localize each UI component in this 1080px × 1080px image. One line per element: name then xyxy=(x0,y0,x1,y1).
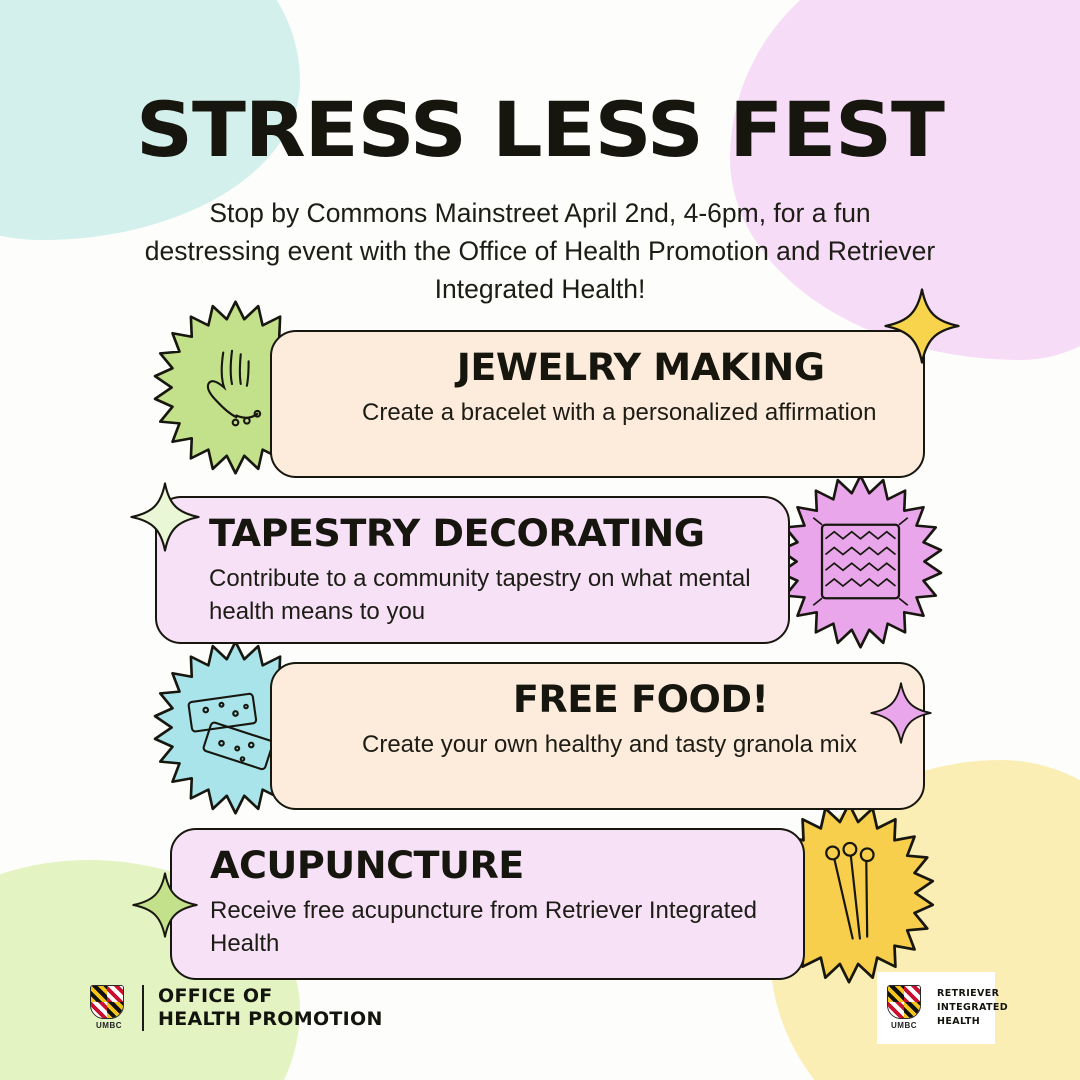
sparkle-icon xyxy=(130,482,200,552)
activity-title: JEWELRY MAKING xyxy=(456,346,825,390)
sparkle-icon xyxy=(132,872,198,938)
umbc-wordmark: UMBC xyxy=(96,1021,122,1031)
footer xyxy=(0,940,1080,1080)
partner-logo-line1: RETRIEVER xyxy=(937,988,1000,1000)
umbc-wordmark: UMBC xyxy=(891,1021,917,1030)
sparkle-icon xyxy=(884,288,960,364)
poster-subtitle: Stop by Commons Mainstreet April 2nd, 4-6pm, for a fun destressing event with the Office of Health Promotion and Retriever Integrated Health! xyxy=(144,198,936,305)
partner-logo-text xyxy=(937,987,1008,1028)
office-logo-line2: HEALTH PROMOTION xyxy=(158,1008,383,1031)
partner-logo-line2: INTEGRATED xyxy=(937,1002,1009,1014)
office-logo-line1: OFFICE OF xyxy=(158,984,273,1007)
activity-card-tapestry-decorating xyxy=(155,496,790,644)
office-of-health-promotion-logo xyxy=(90,985,383,1033)
activity-card-jewelry-making xyxy=(270,330,925,478)
retriever-integrated-health-logo xyxy=(877,972,1009,1044)
umbc-shield-icon xyxy=(887,985,921,1031)
sparkle-icon xyxy=(870,682,932,744)
activity-title: FREE FOOD! xyxy=(512,678,769,722)
page-title: STRESS LESS FEST xyxy=(136,85,944,174)
partner-logo-line3: HEALTH xyxy=(937,1015,981,1027)
umbc-shield-icon xyxy=(90,985,128,1031)
office-logo-text xyxy=(158,985,383,1033)
activity-card-free-food xyxy=(270,662,925,810)
logo-divider xyxy=(142,985,144,1031)
poster-header xyxy=(0,0,1080,308)
activity-description: Receive free acupuncture from Retriever Integrated Health xyxy=(210,897,757,957)
activity-description: Contribute to a community tapestry on what mental health means to you xyxy=(209,565,751,625)
activity-description: Create a bracelet with a personalized affirmation xyxy=(362,399,877,427)
activity-title: ACUPUNCTURE xyxy=(210,844,524,888)
activity-title: TAPESTRY DECORATING xyxy=(209,512,705,556)
activity-description: Create your own healthy and tasty granola mix xyxy=(362,731,857,759)
